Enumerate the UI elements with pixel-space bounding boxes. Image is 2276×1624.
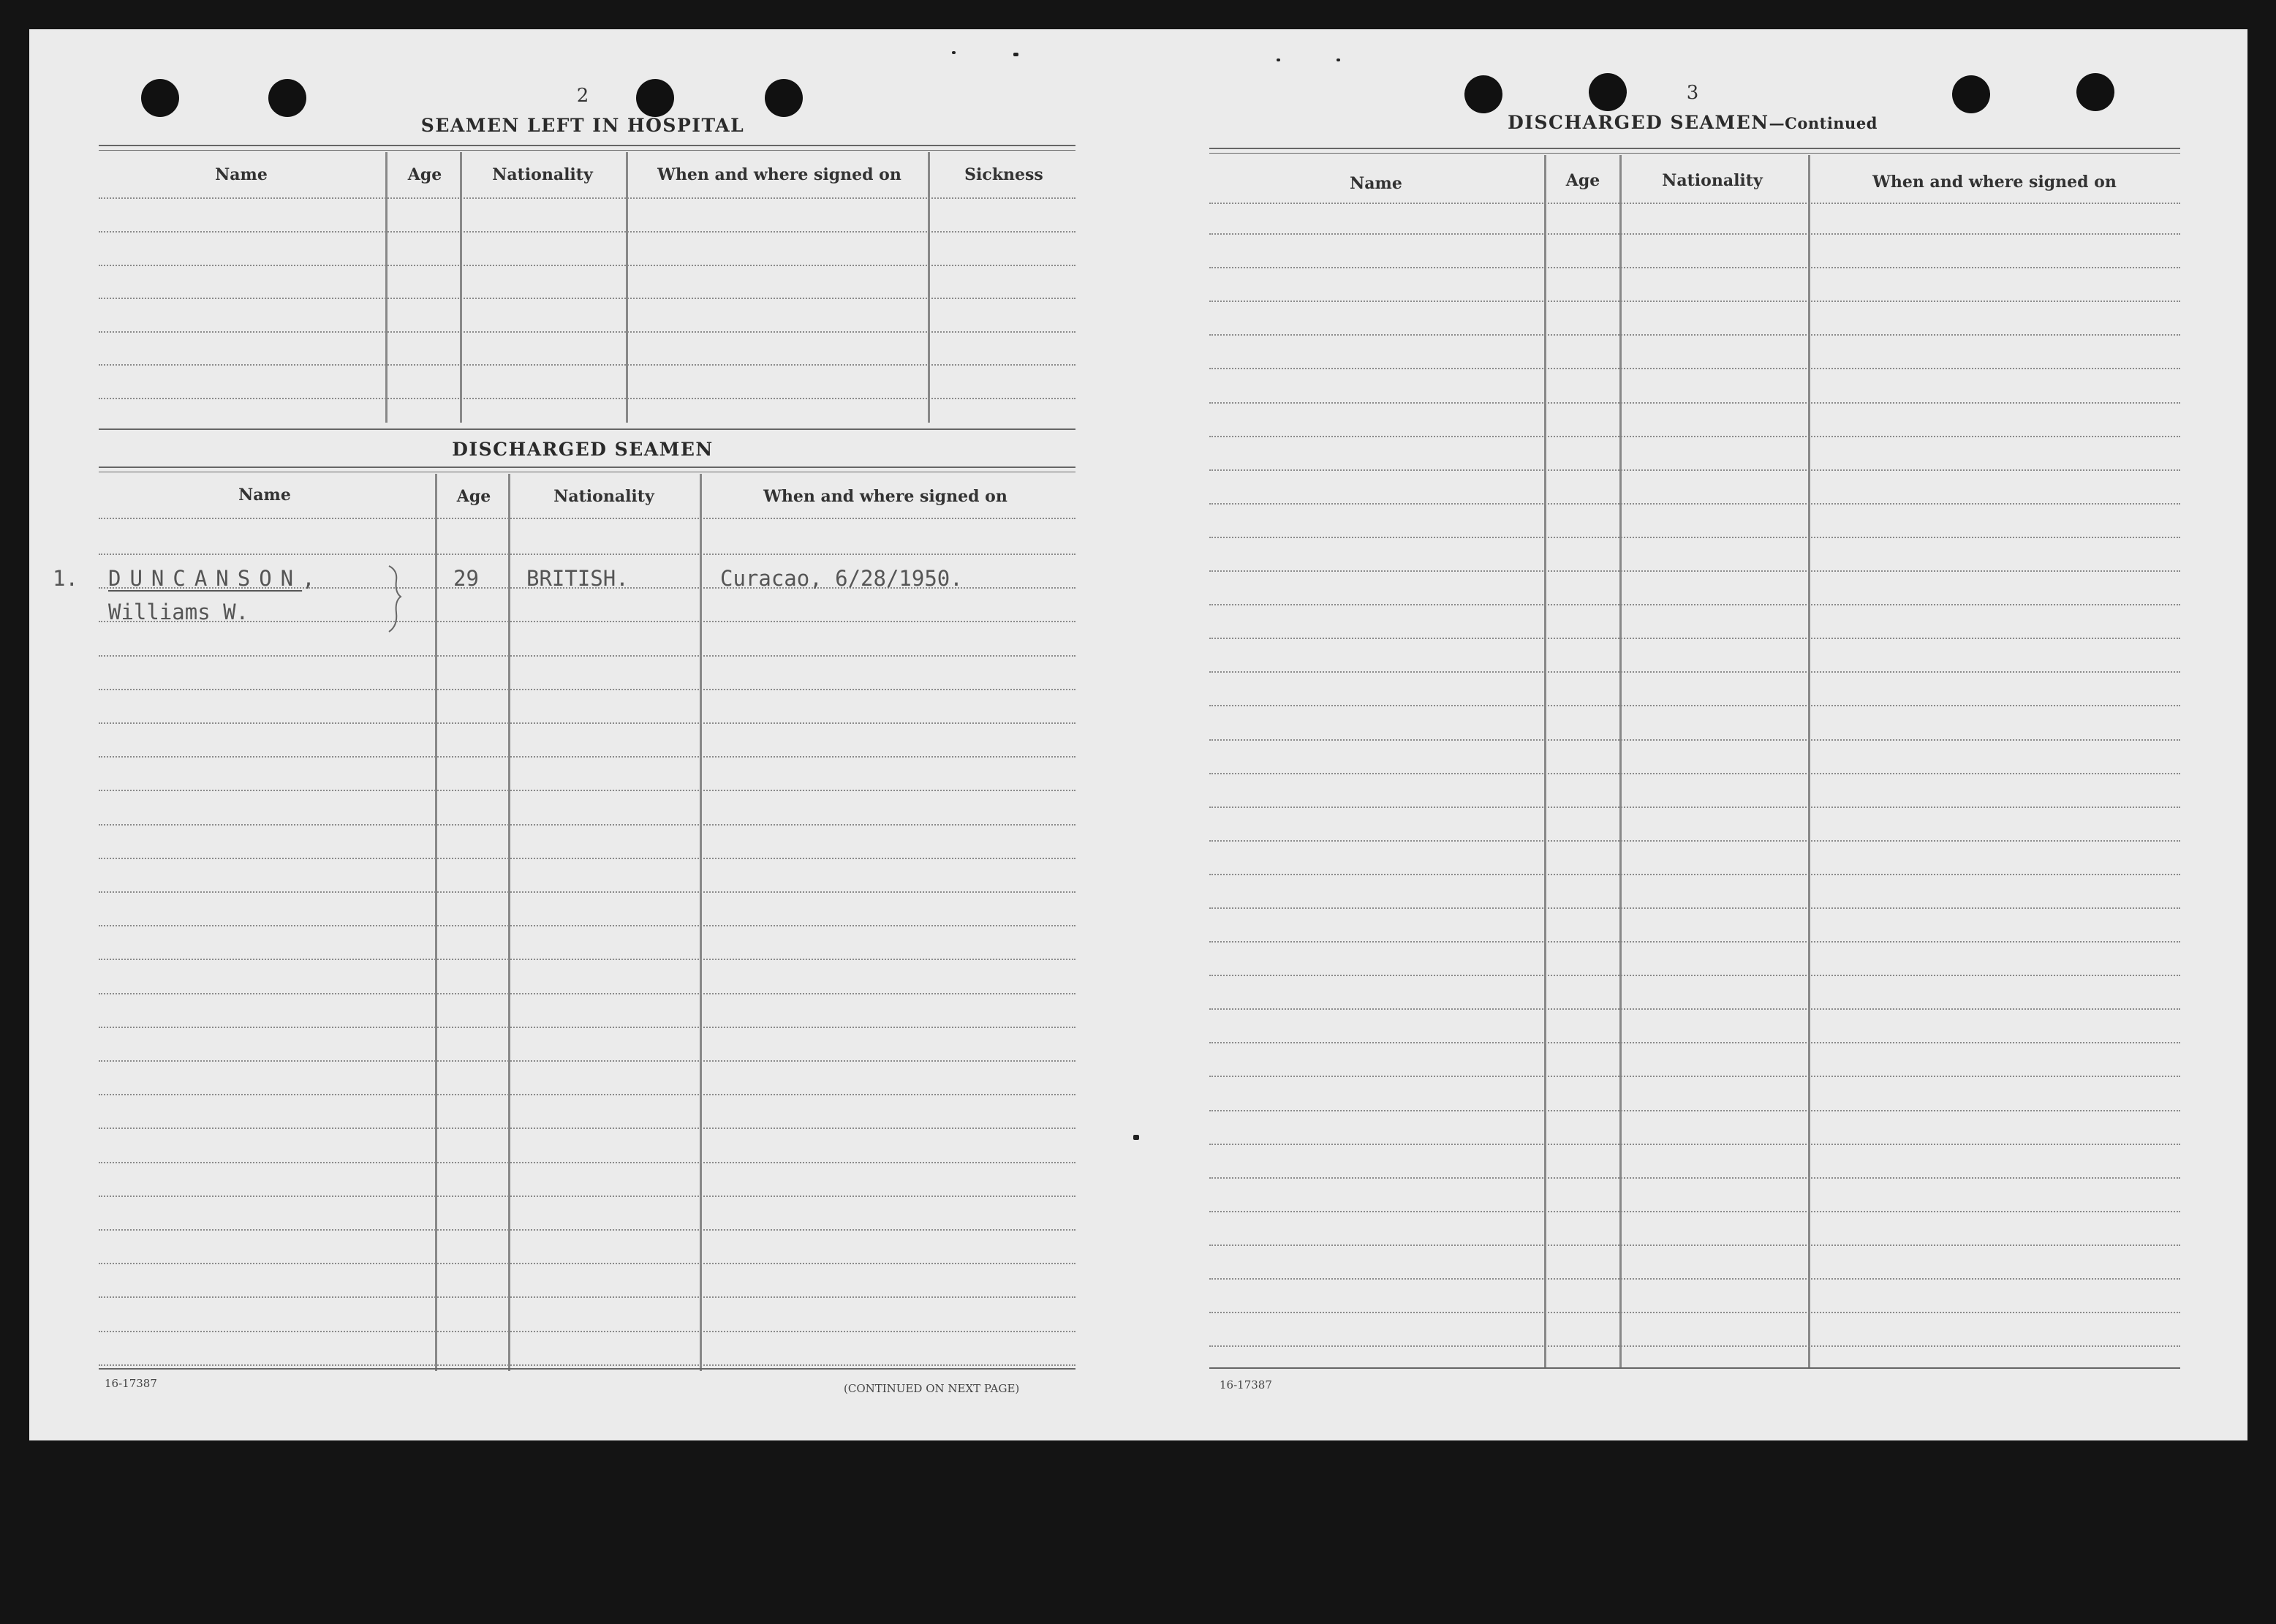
ink-speck <box>1277 58 1280 61</box>
header-rule <box>1209 203 2180 204</box>
ruled-line <box>1209 807 2180 808</box>
ruled-line <box>1209 975 2180 976</box>
ruled-line <box>99 265 1075 266</box>
punch-hole <box>1464 75 1502 113</box>
ruled-line <box>99 1060 1075 1062</box>
ruled-line <box>1209 604 2180 605</box>
ruled-line <box>1209 436 2180 437</box>
ruled-line <box>1209 570 2180 572</box>
column-header-signed-on: When and where signed on <box>1872 173 2117 192</box>
discharged-continued-title <box>1508 112 1878 133</box>
column-header-nationality: Nationality <box>492 165 593 184</box>
ruled-line <box>99 1263 1075 1264</box>
ink-speck <box>1133 1135 1139 1140</box>
column-header-name: Name <box>1350 174 1402 193</box>
ruled-line <box>1209 671 2180 673</box>
ruled-line <box>1209 368 2180 369</box>
ruled-line <box>99 1364 1075 1366</box>
ruled-line <box>1209 334 2180 336</box>
column-divider <box>508 474 510 1371</box>
form-number: 16-17387 <box>105 1377 157 1390</box>
ruled-line <box>1209 1211 2180 1212</box>
ruled-line <box>1209 1177 2180 1179</box>
discharged-section-title: DISCHARGED SEAMEN <box>452 439 714 460</box>
page-number: 3 <box>1686 82 1699 104</box>
ruled-line <box>99 554 1075 555</box>
page-number: 2 <box>576 85 589 107</box>
column-divider <box>626 152 628 423</box>
ruled-line <box>1209 941 2180 943</box>
entry-surname <box>108 566 315 591</box>
ink-speck <box>952 51 956 54</box>
column-divider <box>435 474 437 1371</box>
section-rule <box>99 428 1075 430</box>
entry-number: 1. <box>53 566 78 591</box>
ruled-line <box>99 231 1075 233</box>
punch-hole <box>765 79 803 117</box>
punch-hole <box>2076 73 2114 111</box>
ruled-line <box>1209 840 2180 842</box>
ruled-line <box>99 756 1075 758</box>
entry-given-names: Williams W. <box>108 600 249 624</box>
header-rule <box>99 518 1075 519</box>
column-divider <box>1619 155 1622 1367</box>
ruled-line <box>99 364 1075 366</box>
ruled-line <box>99 1027 1075 1028</box>
ruled-line <box>1209 1042 2180 1043</box>
ruled-line <box>1209 1245 2180 1246</box>
ruled-line <box>1209 1008 2180 1010</box>
punch-hole <box>1952 75 1990 113</box>
ruled-line <box>99 331 1075 333</box>
table-bottom-rule <box>99 1368 1075 1370</box>
ruled-line <box>1209 773 2180 774</box>
column-header-name: Name <box>238 486 291 505</box>
entry-bracket <box>385 563 407 636</box>
continued-note: (CONTINUED ON NEXT PAGE) <box>844 1382 1020 1395</box>
punch-hole <box>268 79 306 117</box>
ruled-line <box>99 824 1075 826</box>
header-rule <box>99 197 1075 199</box>
column-header-age: Age <box>456 487 491 506</box>
entry-surname-text: DUNCANSON <box>108 566 303 591</box>
punch-hole <box>1589 73 1627 111</box>
column-header-signed-on: When and where signed on <box>657 165 901 184</box>
ruled-line <box>1209 267 2180 268</box>
ruled-line <box>99 1162 1075 1163</box>
ruled-line <box>99 1196 1075 1197</box>
table-bottom-rule <box>1209 1367 2180 1369</box>
title-main: DISCHARGED SEAMEN <box>1508 112 1769 133</box>
ruled-line <box>99 1128 1075 1129</box>
ruled-line <box>1209 739 2180 741</box>
ruled-line <box>99 298 1075 299</box>
column-divider <box>385 152 387 423</box>
ruled-line <box>99 858 1075 859</box>
column-divider <box>700 474 702 1371</box>
punch-hole <box>141 79 179 117</box>
section-rule <box>99 467 1075 468</box>
title-continued: —Continued <box>1769 114 1878 132</box>
hospital-section-title: SEAMEN LEFT IN HOSPITAL <box>420 115 745 136</box>
ruled-line <box>99 722 1075 724</box>
ruled-line <box>99 1094 1075 1095</box>
ruled-line <box>99 398 1075 399</box>
ruled-line <box>1209 503 2180 505</box>
section-rule <box>1209 153 2180 154</box>
ruled-line <box>1209 1345 2180 1347</box>
ruled-line <box>99 891 1075 893</box>
ruled-line <box>99 925 1075 926</box>
column-divider <box>460 152 462 423</box>
entry-nationality: BRITISH. <box>526 566 629 591</box>
column-divider <box>1808 155 1810 1367</box>
ruled-line <box>99 1296 1075 1298</box>
ruled-line <box>1209 1076 2180 1077</box>
ruled-line <box>1209 1144 2180 1145</box>
ruled-line <box>99 655 1075 657</box>
form-sheet <box>29 29 2247 1440</box>
ruled-line <box>99 1229 1075 1231</box>
column-divider <box>928 152 930 423</box>
entry-signed-on: Curacao, 6/28/1950. <box>720 566 963 591</box>
column-header-signed-on: When and where signed on <box>763 487 1007 506</box>
ruled-line <box>1209 301 2180 302</box>
ruled-line <box>1209 1110 2180 1111</box>
ruled-line <box>1209 1312 2180 1313</box>
section-rule <box>99 150 1075 151</box>
ruled-line <box>99 689 1075 690</box>
column-header-sickness: Sickness <box>964 165 1043 184</box>
ruled-line <box>1209 233 2180 235</box>
column-divider <box>1544 155 1546 1367</box>
section-rule <box>1209 148 2180 149</box>
column-header-nationality: Nationality <box>1662 171 1763 190</box>
section-rule <box>99 145 1075 146</box>
ruled-line <box>99 790 1075 791</box>
ruled-line <box>1209 705 2180 706</box>
ruled-line <box>1209 469 2180 471</box>
ruled-line <box>99 959 1075 960</box>
ruled-line <box>99 1331 1075 1332</box>
ruled-line <box>1209 638 2180 639</box>
column-header-age: Age <box>1565 171 1600 190</box>
column-header-name: Name <box>215 165 268 184</box>
punch-hole <box>636 79 674 117</box>
entry-age: 29 <box>453 566 479 591</box>
ruled-line <box>1209 907 2180 909</box>
entry-surname-comma: , <box>302 566 315 591</box>
ruled-line <box>1209 402 2180 404</box>
form-number: 16-17387 <box>1220 1378 1272 1391</box>
ruled-line <box>99 993 1075 994</box>
ruled-line <box>1209 537 2180 538</box>
column-header-age: Age <box>407 165 442 184</box>
ruled-line <box>1209 874 2180 875</box>
ink-speck <box>1337 58 1340 61</box>
ruled-line <box>1209 1278 2180 1280</box>
ink-speck <box>1013 53 1018 56</box>
column-header-nationality: Nationality <box>553 487 654 506</box>
